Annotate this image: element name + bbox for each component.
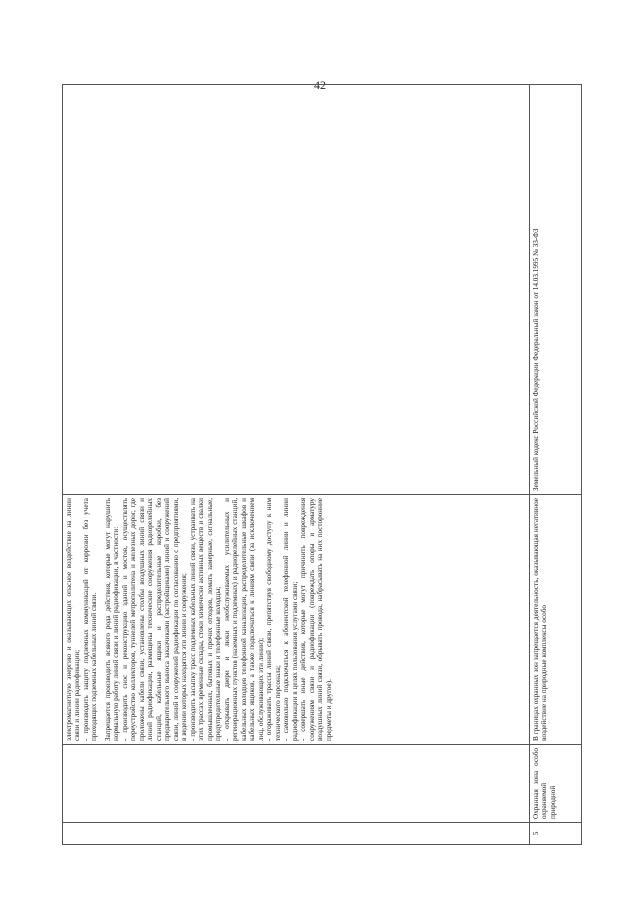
page-number: 42 [314,78,326,92]
restriction-text: В границах охранных зон запрещается деятельность, оказывающая негативное воздействие на природные комплексы особо [529,495,581,745]
row-number: 5 [529,823,581,845]
zone-name-cell [63,745,530,823]
text-line: - совершать иные действия, которые могут причинить повреждения сооружениям связи и радиофикации (повреждать опоры и арматуру воздушных линий связи, обрывать провода, набрасывать на них посторонние предметы и другое). [299,498,333,741]
number-cell [63,823,530,845]
text-line: электромагнитную энергию и оказывающих опасное воздействие на линии связи и линии радиофикации; [65,498,82,741]
text-line: - открывать двери и люки необслуживаемых усилительных и регенерационных пунктов (наземных и подземных) и радиорелейных станций, кабельных колодцев телефонной канализации, распределительные шкафов и кабельных ящиков, а также подключаться к линиям связи (за исключением лиц, обслуживающих эти линии); [222,498,265,741]
text-line: - производить защиту подземных коммуникаций от коррозии без учета проходящих подземных кабельных линий связи. [81,498,99,741]
table-row [529,85,581,845]
text-line: - производить снос и реконструкцию зданий и мостов, осуществлять переустройство коллекторов, туннелей метрополитена и железных дорог, где проложены кабели связи, установлены столбы воздушных линий связи и линий радиофикации, размещены технические сооружения радиорелейных станций, кабельные ящики и распределительные коробки, без предварительного выноса заказчиками (застройщиками) линий и сооружений связи, линий и сооружений радиофикации по согласованию с предприятиями, в ведении которых находятся эти линии и сооружения; [120,498,189,741]
text-line: Запрещается производить всякого рода действия, которые могут нарушить нормальную работу линий связи и линий радиофикации, в частности: [103,498,121,741]
table-row [63,85,530,845]
text-line: - производить засыпку трасс подземных кабельных линий связи, устраивать на этих трассах временные склады, стоки химически активных веществ и свалки промышленных, бытовых и прочих отходов, ломать замерные, сигнальные, предупредительные знаки и телефонные колодцы; [188,498,223,741]
legal-reference: Земельный кодекс Российской Федерации Федеральный закон от 14.03.1995 № 33-ФЗ [529,85,581,495]
restrictions-table [62,84,582,845]
zone-name: Охранная зона особо охраняемой природной [529,745,581,823]
rotated-table-wrapper [62,85,582,845]
text-line: - самовольно подключаться к абонентской телефонной линии и линии радиофикации в целях пользования услугами связи; [282,498,299,741]
restriction-text-cell [63,495,530,745]
reference-cell [63,85,530,495]
restriction-text [65,498,333,741]
text-line: - огораживать трассы линий связи, препятствуя свободному доступу к ним технического персонала; [265,498,282,741]
